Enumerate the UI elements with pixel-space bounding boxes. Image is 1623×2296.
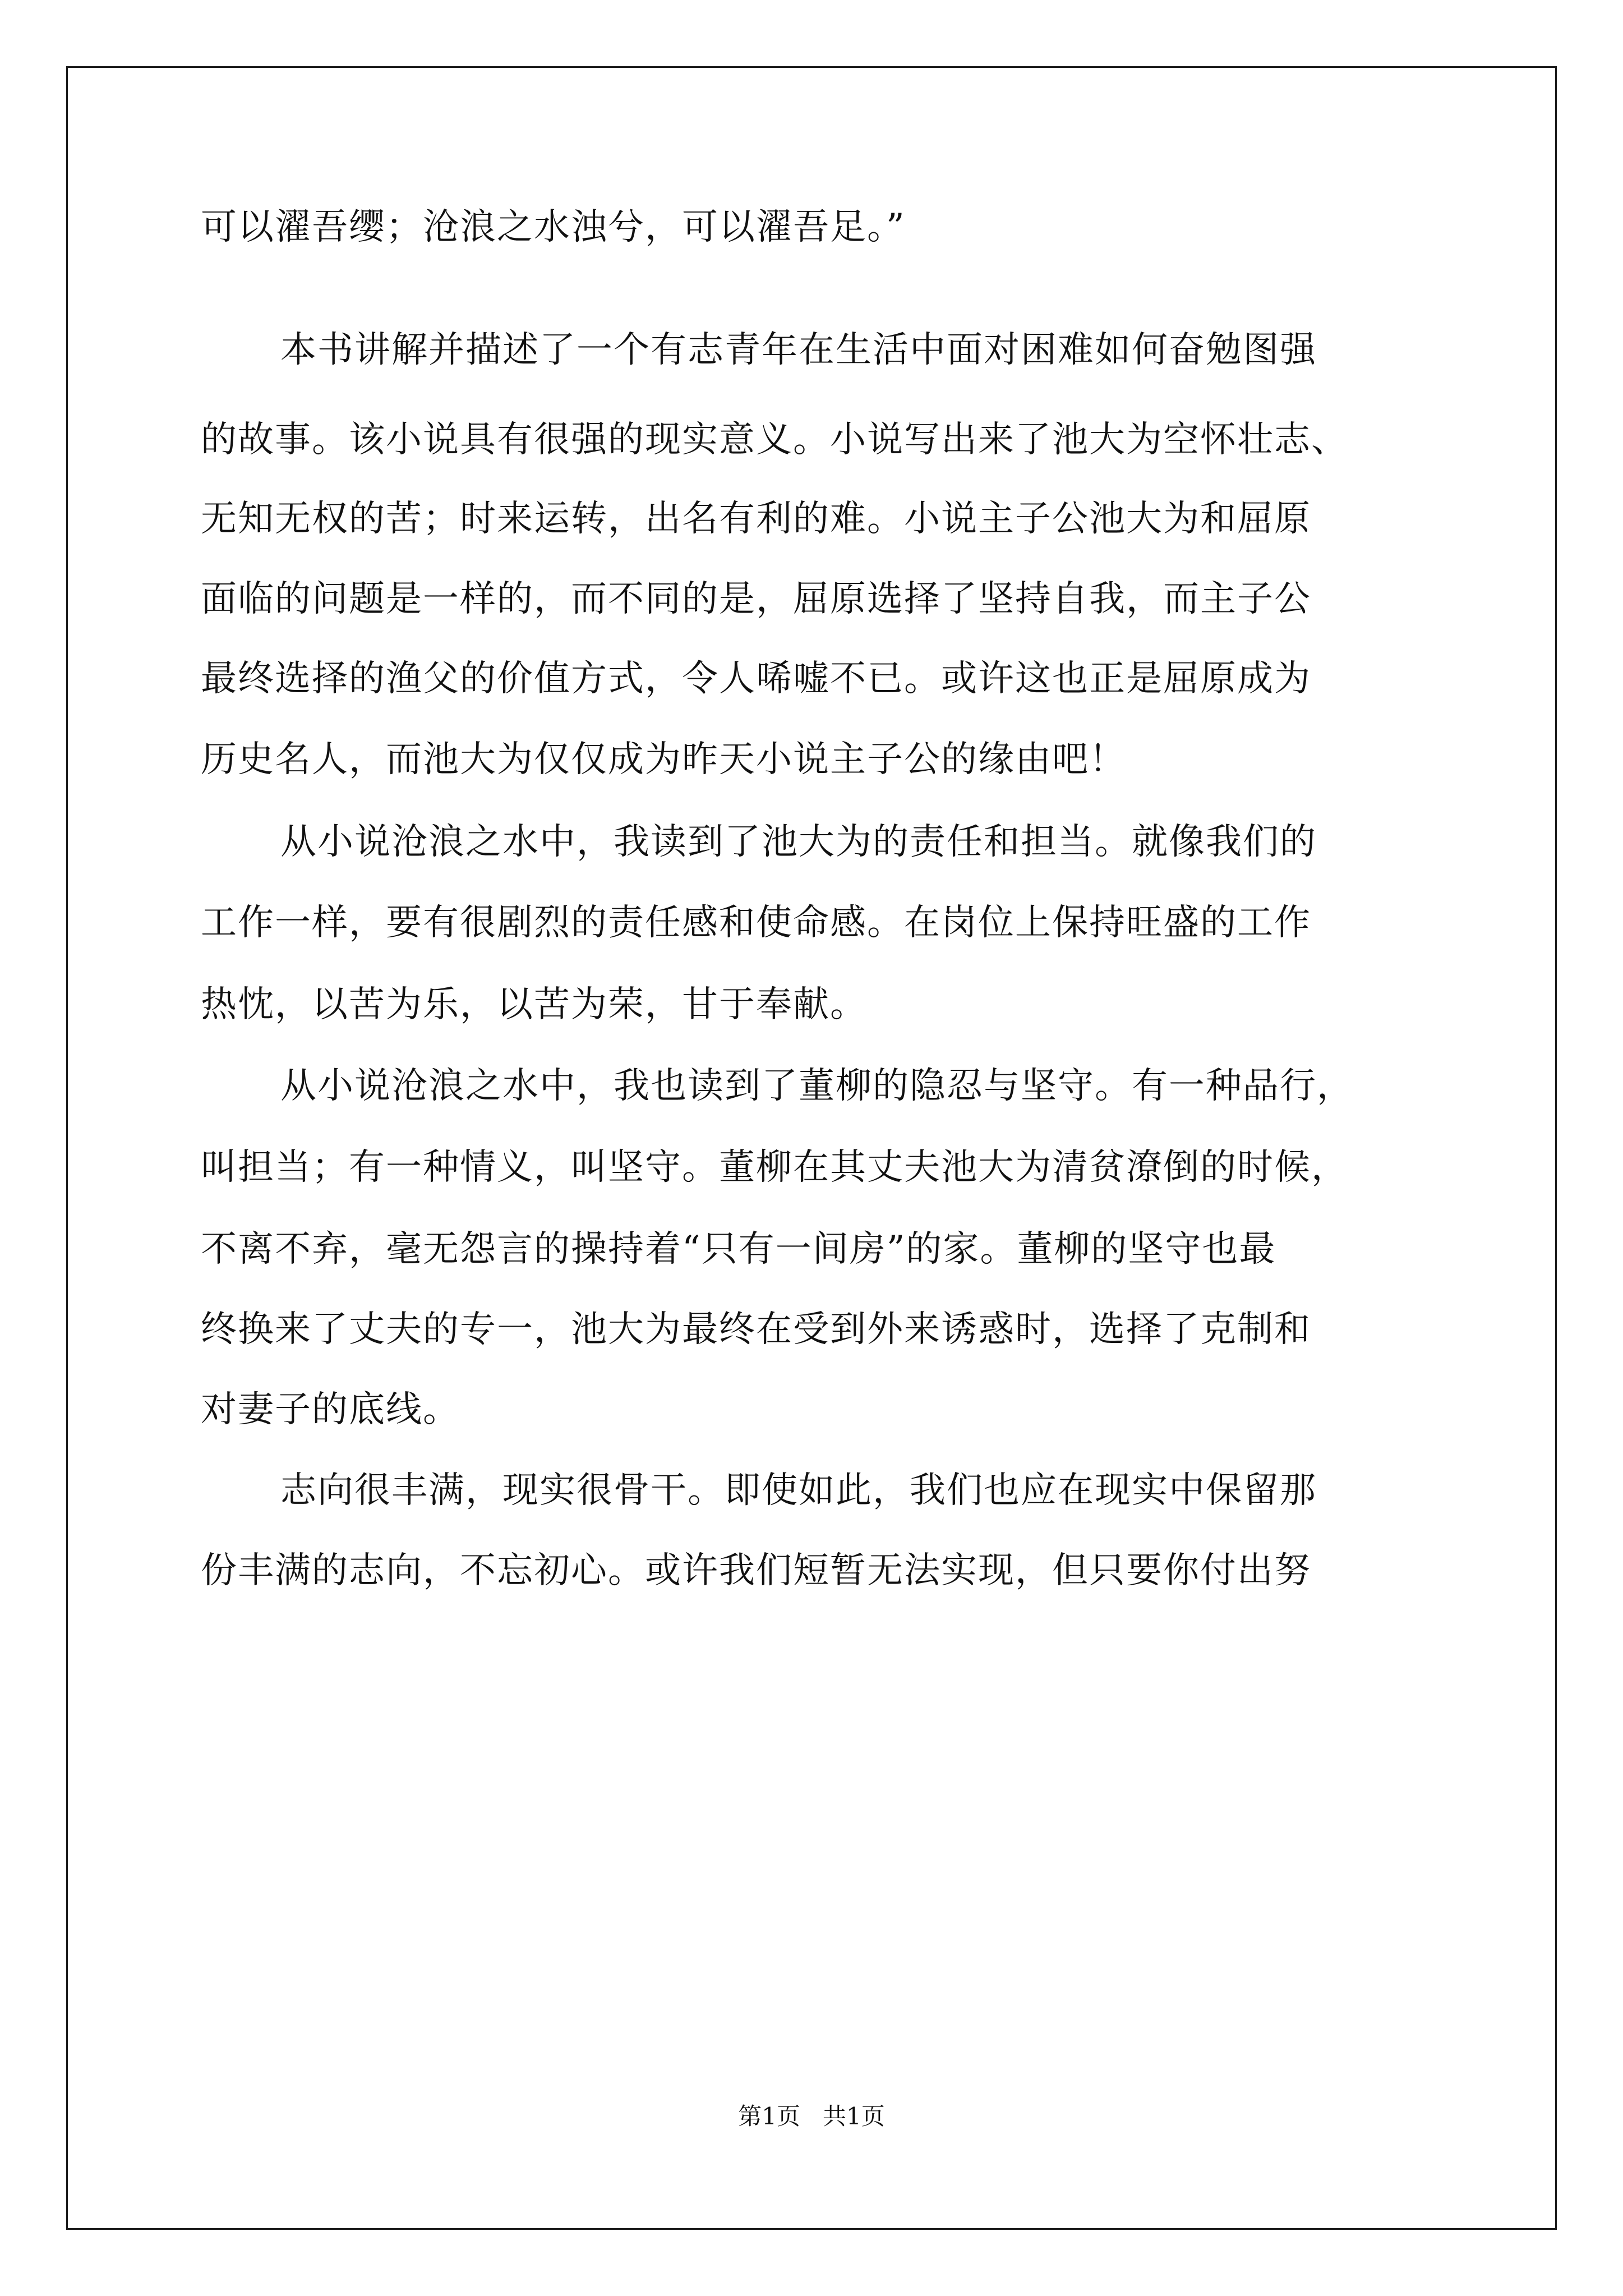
text-line-16: 志向很丰满，现实很骨干。即使如此，我们也应在现实中保留那: [280, 1470, 1317, 1511]
text-line-8: 从小说沧浪之水中，我读到了池大为的责任和担当。就像我们的: [280, 821, 1317, 863]
text-line-13: 不离不弃，毫无怨言的操持着“只有一间房”的家。董柳的坚守也最: [201, 1228, 1276, 1270]
page-footer: 第1页 共1页: [738, 2102, 885, 2130]
text-line-6: 最终选择的渔父的价值方式，令人唏嘘不已。或许这也正是屈原成为: [201, 658, 1311, 700]
text-line-11: 从小说沧浪之水中，我也读到了董柳的隐忍与坚守。有一种品行，: [280, 1065, 1354, 1107]
text-line-3: 的故事。该小说具有很强的现实意义。小说写出来了池大为空怀壮志、: [201, 419, 1348, 461]
text-line-14: 终换来了丈夫的专一，池大为最终在受到外来诱惑时，选择了克制和: [201, 1309, 1311, 1350]
text-line-1: 可以濯吾缨；沧浪之水浊兮，可以濯吾足。”: [201, 206, 906, 248]
text-line-4: 无知无权的苦；时来运转，出名有利的难。小说主子公池大为和屈原: [201, 498, 1311, 540]
text-line-2: 本书讲解并描述了一个有志青年在生活中面对困难如何奋勉图强: [280, 329, 1317, 371]
text-line-12: 叫担当；有一种情义，叫坚守。董柳在其丈夫池大为清贫潦倒的时候，: [201, 1147, 1348, 1188]
text-line-9: 工作一样，要有很剧烈的责任感和使命感。在岗位上保持旺盛的工作: [201, 902, 1311, 944]
text-line-15: 对妻子的底线。: [201, 1389, 460, 1430]
text-line-17: 份丰满的志向，不忘初心。或许我们短暂无法实现，但只要你付出努: [201, 1550, 1311, 1591]
text-line-10: 热忱，以苦为乐，以苦为荣，甘于奉献。: [201, 984, 867, 1025]
text-line-5: 面临的问题是一样的，而不同的是，屈原选择了坚持自我，而主子公: [201, 578, 1311, 620]
text-line-7: 历史名人，而池大为仅仅成为昨天小说主子公的缘由吧！: [201, 739, 1126, 780]
